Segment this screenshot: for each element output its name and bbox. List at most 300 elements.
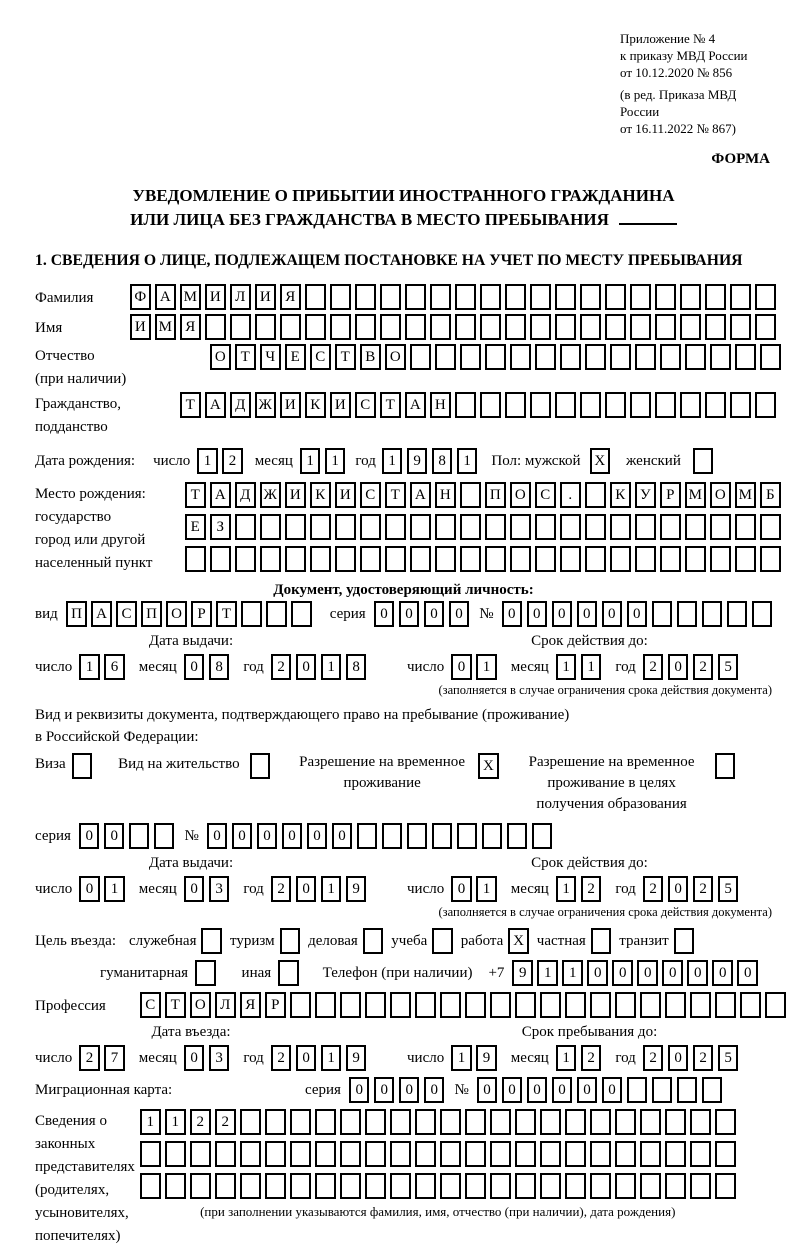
char-cell[interactable] (430, 314, 451, 340)
char-cell[interactable]: 1 (382, 448, 403, 474)
char-cell[interactable]: Т (335, 344, 356, 370)
char-cell[interactable] (532, 823, 553, 849)
char-cell[interactable] (590, 1173, 611, 1199)
char-cell[interactable] (305, 284, 326, 310)
char-cell[interactable] (585, 482, 606, 508)
char-cell[interactable] (635, 514, 656, 540)
char-cell[interactable] (485, 514, 506, 540)
char-cell[interactable] (215, 1173, 236, 1199)
char-cell[interactable] (677, 601, 698, 627)
char-cell[interactable]: П (141, 601, 162, 627)
char-cell[interactable]: 2 (693, 1045, 714, 1071)
char-cell[interactable] (660, 546, 681, 572)
char-cell[interactable]: 1 (79, 654, 100, 680)
char-cell[interactable]: С (140, 992, 161, 1018)
char-cell[interactable]: 2 (222, 448, 243, 474)
char-cell[interactable]: 2 (271, 654, 292, 680)
char-cell[interactable]: 2 (693, 654, 714, 680)
char-cell[interactable] (440, 1173, 461, 1199)
char-cell[interactable]: 0 (374, 1077, 395, 1103)
char-cell[interactable] (485, 344, 506, 370)
char-cell[interactable] (435, 514, 456, 540)
char-cell[interactable] (560, 546, 581, 572)
char-cell[interactable]: 6 (104, 654, 125, 680)
char-cell[interactable] (605, 314, 626, 340)
char-cell[interactable] (510, 546, 531, 572)
char-cell[interactable] (660, 514, 681, 540)
char-cell[interactable] (535, 344, 556, 370)
char-cell[interactable] (665, 992, 686, 1018)
char-cell[interactable] (555, 314, 576, 340)
char-cell[interactable]: 1 (457, 448, 478, 474)
char-cell[interactable] (755, 392, 776, 418)
char-cell[interactable]: Т (380, 392, 401, 418)
char-cell[interactable] (440, 1109, 461, 1135)
char-cell[interactable]: 0 (712, 960, 733, 986)
char-cell[interactable]: О (190, 992, 211, 1018)
char-cell[interactable] (460, 482, 481, 508)
char-cell[interactable] (580, 392, 601, 418)
char-cell[interactable] (335, 546, 356, 572)
char-cell[interactable]: Д (235, 482, 256, 508)
char-cell[interactable]: 0 (296, 876, 317, 902)
char-cell[interactable] (340, 1109, 361, 1135)
char-cell[interactable]: С (116, 601, 137, 627)
char-cell[interactable] (715, 1141, 736, 1167)
char-cell[interactable] (415, 1109, 436, 1135)
char-cell[interactable] (140, 1141, 161, 1167)
char-cell[interactable] (235, 546, 256, 572)
char-cell[interactable] (265, 1141, 286, 1167)
char-cell[interactable] (154, 823, 175, 849)
char-cell[interactable] (652, 1077, 673, 1103)
char-cell[interactable] (210, 546, 231, 572)
char-cell[interactable]: С (535, 482, 556, 508)
char-cell[interactable] (627, 1077, 648, 1103)
checkbox[interactable] (278, 960, 299, 986)
char-cell[interactable]: А (410, 482, 431, 508)
char-cell[interactable] (455, 392, 476, 418)
char-cell[interactable] (690, 992, 711, 1018)
char-cell[interactable] (505, 392, 526, 418)
char-cell[interactable] (705, 392, 726, 418)
char-cell[interactable] (735, 546, 756, 572)
char-cell[interactable]: 1 (321, 876, 342, 902)
char-cell[interactable] (480, 284, 501, 310)
char-cell[interactable]: Е (285, 344, 306, 370)
char-cell[interactable] (290, 1141, 311, 1167)
char-cell[interactable] (241, 601, 262, 627)
char-cell[interactable]: К (310, 482, 331, 508)
char-cell[interactable]: 0 (232, 823, 253, 849)
char-cell[interactable] (365, 1141, 386, 1167)
char-cell[interactable] (590, 992, 611, 1018)
char-cell[interactable] (760, 514, 781, 540)
char-cell[interactable]: 1 (476, 876, 497, 902)
char-cell[interactable] (565, 1141, 586, 1167)
char-cell[interactable] (530, 392, 551, 418)
char-cell[interactable] (315, 1173, 336, 1199)
char-cell[interactable] (410, 344, 431, 370)
char-cell[interactable]: 0 (184, 1045, 205, 1071)
char-cell[interactable] (702, 601, 723, 627)
char-cell[interactable]: Д (230, 392, 251, 418)
checkbox[interactable] (432, 928, 453, 954)
char-cell[interactable]: 1 (476, 654, 497, 680)
char-cell[interactable] (690, 1173, 711, 1199)
char-cell[interactable] (355, 314, 376, 340)
char-cell[interactable]: С (355, 392, 376, 418)
char-cell[interactable] (630, 314, 651, 340)
char-cell[interactable] (565, 992, 586, 1018)
char-cell[interactable] (705, 284, 726, 310)
char-cell[interactable] (390, 1109, 411, 1135)
char-cell[interactable]: 1 (556, 1045, 577, 1071)
char-cell[interactable]: 2 (643, 876, 664, 902)
char-cell[interactable] (340, 1141, 361, 1167)
char-cell[interactable]: 2 (271, 1045, 292, 1071)
char-cell[interactable] (315, 1141, 336, 1167)
char-cell[interactable]: П (485, 482, 506, 508)
char-cell[interactable] (310, 514, 331, 540)
checkbox[interactable]: X (508, 928, 529, 954)
char-cell[interactable] (290, 992, 311, 1018)
char-cell[interactable]: О (710, 482, 731, 508)
char-cell[interactable] (685, 514, 706, 540)
checkbox[interactable] (674, 928, 695, 954)
char-cell[interactable]: 0 (668, 1045, 689, 1071)
char-cell[interactable] (165, 1141, 186, 1167)
char-cell[interactable] (590, 1141, 611, 1167)
char-cell[interactable] (290, 1109, 311, 1135)
checkbox[interactable] (195, 960, 216, 986)
char-cell[interactable]: 0 (307, 823, 328, 849)
char-cell[interactable]: Р (191, 601, 212, 627)
char-cell[interactable]: П (66, 601, 87, 627)
char-cell[interactable]: И (130, 314, 151, 340)
char-cell[interactable]: 1 (537, 960, 558, 986)
char-cell[interactable] (515, 992, 536, 1018)
char-cell[interactable] (735, 514, 756, 540)
char-cell[interactable] (390, 1141, 411, 1167)
char-cell[interactable]: 0 (451, 654, 472, 680)
char-cell[interactable] (205, 314, 226, 340)
char-cell[interactable] (690, 1109, 711, 1135)
char-cell[interactable]: 5 (718, 1045, 739, 1071)
char-cell[interactable]: 2 (643, 654, 664, 680)
char-cell[interactable] (630, 392, 651, 418)
char-cell[interactable]: А (205, 392, 226, 418)
char-cell[interactable] (482, 823, 503, 849)
char-cell[interactable] (260, 514, 281, 540)
char-cell[interactable] (360, 514, 381, 540)
checkbox[interactable] (250, 753, 271, 779)
char-cell[interactable]: 2 (693, 876, 714, 902)
char-cell[interactable] (365, 1109, 386, 1135)
char-cell[interactable] (715, 1109, 736, 1135)
checkbox[interactable] (693, 448, 714, 474)
char-cell[interactable]: 0 (184, 876, 205, 902)
char-cell[interactable] (215, 1141, 236, 1167)
char-cell[interactable] (390, 1173, 411, 1199)
char-cell[interactable]: 2 (215, 1109, 236, 1135)
char-cell[interactable] (465, 1173, 486, 1199)
char-cell[interactable]: З (210, 514, 231, 540)
char-cell[interactable] (540, 992, 561, 1018)
char-cell[interactable] (465, 1141, 486, 1167)
char-cell[interactable] (285, 514, 306, 540)
char-cell[interactable]: В (360, 344, 381, 370)
char-cell[interactable]: А (210, 482, 231, 508)
char-cell[interactable]: О (166, 601, 187, 627)
char-cell[interactable]: 0 (374, 601, 395, 627)
char-cell[interactable]: 8 (432, 448, 453, 474)
char-cell[interactable]: 0 (104, 823, 125, 849)
char-cell[interactable]: 7 (104, 1045, 125, 1071)
char-cell[interactable] (652, 601, 673, 627)
char-cell[interactable]: М (685, 482, 706, 508)
char-cell[interactable] (590, 1109, 611, 1135)
char-cell[interactable]: 1 (300, 448, 321, 474)
char-cell[interactable]: Р (265, 992, 286, 1018)
char-cell[interactable]: 0 (257, 823, 278, 849)
char-cell[interactable] (385, 514, 406, 540)
char-cell[interactable]: 0 (552, 1077, 573, 1103)
char-cell[interactable] (385, 546, 406, 572)
char-cell[interactable] (240, 1109, 261, 1135)
char-cell[interactable]: 0 (282, 823, 303, 849)
char-cell[interactable] (565, 1173, 586, 1199)
char-cell[interactable]: 1 (562, 960, 583, 986)
char-cell[interactable]: 0 (552, 601, 573, 627)
char-cell[interactable] (390, 992, 411, 1018)
char-cell[interactable]: 3 (209, 1045, 230, 1071)
char-cell[interactable] (730, 392, 751, 418)
char-cell[interactable]: 1 (165, 1109, 186, 1135)
char-cell[interactable]: И (280, 392, 301, 418)
char-cell[interactable] (505, 314, 526, 340)
char-cell[interactable] (480, 314, 501, 340)
char-cell[interactable]: 0 (612, 960, 633, 986)
char-cell[interactable] (435, 344, 456, 370)
char-cell[interactable] (715, 1173, 736, 1199)
char-cell[interactable] (240, 1173, 261, 1199)
checkbox[interactable]: X (590, 448, 611, 474)
char-cell[interactable]: И (205, 284, 226, 310)
char-cell[interactable]: 0 (577, 601, 598, 627)
char-cell[interactable] (485, 546, 506, 572)
char-cell[interactable] (460, 514, 481, 540)
char-cell[interactable]: Т (165, 992, 186, 1018)
char-cell[interactable]: Я (180, 314, 201, 340)
char-cell[interactable] (165, 1173, 186, 1199)
char-cell[interactable] (410, 546, 431, 572)
char-cell[interactable] (440, 992, 461, 1018)
char-cell[interactable]: М (180, 284, 201, 310)
char-cell[interactable]: 1 (104, 876, 125, 902)
char-cell[interactable] (730, 284, 751, 310)
char-cell[interactable] (605, 284, 626, 310)
char-cell[interactable]: 1 (556, 654, 577, 680)
char-cell[interactable] (515, 1141, 536, 1167)
char-cell[interactable] (465, 992, 486, 1018)
char-cell[interactable] (535, 546, 556, 572)
char-cell[interactable] (415, 992, 436, 1018)
char-cell[interactable] (457, 823, 478, 849)
char-cell[interactable] (335, 514, 356, 540)
char-cell[interactable]: Т (385, 482, 406, 508)
char-cell[interactable]: Ф (130, 284, 151, 310)
char-cell[interactable]: О (510, 482, 531, 508)
char-cell[interactable]: 0 (332, 823, 353, 849)
char-cell[interactable] (540, 1141, 561, 1167)
char-cell[interactable] (129, 823, 150, 849)
char-cell[interactable]: М (155, 314, 176, 340)
char-cell[interactable] (315, 992, 336, 1018)
char-cell[interactable]: Р (660, 482, 681, 508)
char-cell[interactable] (665, 1173, 686, 1199)
char-cell[interactable] (635, 546, 656, 572)
char-cell[interactable]: 0 (399, 1077, 420, 1103)
char-cell[interactable] (540, 1109, 561, 1135)
char-cell[interactable]: 1 (321, 1045, 342, 1071)
char-cell[interactable] (630, 284, 651, 310)
char-cell[interactable] (380, 284, 401, 310)
char-cell[interactable]: И (285, 482, 306, 508)
char-cell[interactable] (455, 284, 476, 310)
char-cell[interactable] (685, 546, 706, 572)
char-cell[interactable] (430, 284, 451, 310)
char-cell[interactable] (190, 1141, 211, 1167)
char-cell[interactable] (530, 284, 551, 310)
char-cell[interactable]: Н (430, 392, 451, 418)
char-cell[interactable]: 0 (502, 601, 523, 627)
char-cell[interactable] (230, 314, 251, 340)
char-cell[interactable]: 0 (79, 823, 100, 849)
char-cell[interactable] (635, 344, 656, 370)
char-cell[interactable] (490, 1173, 511, 1199)
char-cell[interactable] (290, 1173, 311, 1199)
char-cell[interactable] (490, 1109, 511, 1135)
char-cell[interactable] (690, 1141, 711, 1167)
char-cell[interactable] (555, 392, 576, 418)
char-cell[interactable]: Т (180, 392, 201, 418)
char-cell[interactable]: 3 (209, 876, 230, 902)
char-cell[interactable] (265, 1109, 286, 1135)
char-cell[interactable] (510, 514, 531, 540)
char-cell[interactable]: 0 (637, 960, 658, 986)
char-cell[interactable] (265, 1173, 286, 1199)
char-cell[interactable] (480, 392, 501, 418)
char-cell[interactable] (305, 314, 326, 340)
char-cell[interactable] (340, 1173, 361, 1199)
char-cell[interactable] (730, 314, 751, 340)
char-cell[interactable]: А (91, 601, 112, 627)
char-cell[interactable] (555, 284, 576, 310)
char-cell[interactable]: 0 (349, 1077, 370, 1103)
char-cell[interactable]: Ж (255, 392, 276, 418)
char-cell[interactable]: 1 (321, 654, 342, 680)
char-cell[interactable] (752, 601, 773, 627)
char-cell[interactable]: 0 (668, 654, 689, 680)
char-cell[interactable] (490, 992, 511, 1018)
char-cell[interactable] (266, 601, 287, 627)
char-cell[interactable]: 0 (296, 1045, 317, 1071)
char-cell[interactable] (432, 823, 453, 849)
char-cell[interactable] (610, 344, 631, 370)
char-cell[interactable]: 1 (197, 448, 218, 474)
char-cell[interactable]: Ж (260, 482, 281, 508)
char-cell[interactable] (440, 1141, 461, 1167)
char-cell[interactable]: Я (280, 284, 301, 310)
char-cell[interactable] (415, 1173, 436, 1199)
char-cell[interactable] (460, 344, 481, 370)
char-cell[interactable]: 0 (662, 960, 683, 986)
char-cell[interactable]: С (360, 482, 381, 508)
char-cell[interactable]: 0 (602, 601, 623, 627)
char-cell[interactable] (715, 992, 736, 1018)
char-cell[interactable]: 0 (577, 1077, 598, 1103)
char-cell[interactable]: И (255, 284, 276, 310)
char-cell[interactable] (490, 1141, 511, 1167)
char-cell[interactable]: . (560, 482, 581, 508)
char-cell[interactable]: Ч (260, 344, 281, 370)
char-cell[interactable]: Т (216, 601, 237, 627)
char-cell[interactable] (410, 514, 431, 540)
char-cell[interactable] (260, 546, 281, 572)
char-cell[interactable] (735, 344, 756, 370)
char-cell[interactable] (382, 823, 403, 849)
char-cell[interactable] (640, 1109, 661, 1135)
char-cell[interactable]: У (635, 482, 656, 508)
char-cell[interactable]: А (155, 284, 176, 310)
char-cell[interactable]: 0 (451, 876, 472, 902)
char-cell[interactable] (580, 284, 601, 310)
char-cell[interactable]: 0 (296, 654, 317, 680)
char-cell[interactable] (235, 514, 256, 540)
char-cell[interactable]: 9 (476, 1045, 497, 1071)
char-cell[interactable] (665, 1141, 686, 1167)
char-cell[interactable]: Б (760, 482, 781, 508)
checkbox[interactable] (72, 753, 93, 779)
char-cell[interactable] (560, 344, 581, 370)
char-cell[interactable] (585, 546, 606, 572)
char-cell[interactable]: 1 (451, 1045, 472, 1071)
char-cell[interactable] (727, 601, 748, 627)
checkbox[interactable]: X (478, 753, 499, 779)
char-cell[interactable]: А (405, 392, 426, 418)
char-cell[interactable]: 8 (346, 654, 367, 680)
char-cell[interactable] (515, 1173, 536, 1199)
char-cell[interactable] (360, 546, 381, 572)
char-cell[interactable] (185, 546, 206, 572)
char-cell[interactable] (760, 546, 781, 572)
char-cell[interactable] (355, 284, 376, 310)
char-cell[interactable] (640, 1141, 661, 1167)
char-cell[interactable]: Н (435, 482, 456, 508)
char-cell[interactable]: 0 (502, 1077, 523, 1103)
char-cell[interactable]: О (385, 344, 406, 370)
char-cell[interactable] (540, 1173, 561, 1199)
char-cell[interactable]: 0 (184, 654, 205, 680)
char-cell[interactable]: И (335, 482, 356, 508)
char-cell[interactable] (655, 392, 676, 418)
char-cell[interactable] (507, 823, 528, 849)
char-cell[interactable]: О (210, 344, 231, 370)
char-cell[interactable]: Л (230, 284, 251, 310)
char-cell[interactable]: 5 (718, 654, 739, 680)
char-cell[interactable]: 9 (512, 960, 533, 986)
